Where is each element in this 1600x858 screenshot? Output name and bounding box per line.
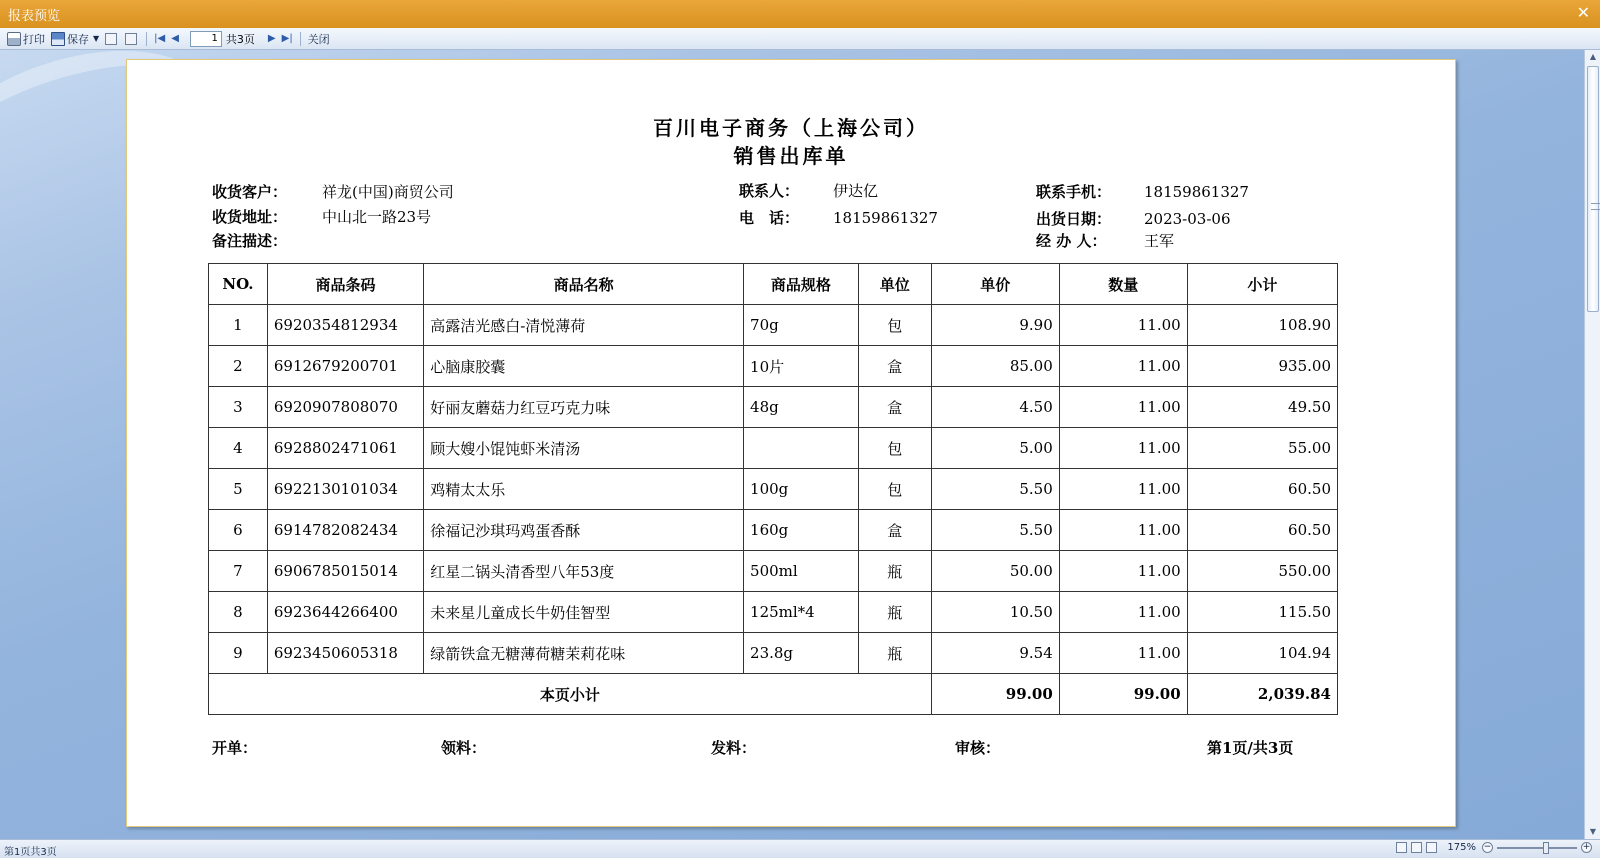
next-page-button[interactable] (265, 30, 279, 48)
cell-qty: 11.00 (1059, 510, 1187, 551)
customer-value: 祥龙(中国)商贸公司 (322, 183, 454, 201)
cell-unit: 包 (858, 428, 931, 469)
cell-subtotal: 60.50 (1187, 510, 1337, 551)
col-header-spec: 商品规格 (744, 264, 859, 305)
table-row (209, 469, 1338, 510)
first-page-icon: |◀ (154, 33, 166, 44)
cell-name: 顾大嫂小馄饨虾米清汤 (424, 428, 744, 469)
cell-qty: 11.00 (1059, 346, 1187, 387)
cell-spec: 500ml (744, 551, 859, 592)
cell-spec: 23.8g (744, 633, 859, 674)
cell-spec: 48g (744, 387, 859, 428)
cell-subtotal: 550.00 (1187, 551, 1337, 592)
cell-name: 绿箭铁盒无糖薄荷糖茉莉花味 (424, 633, 744, 674)
page-setup-icon (105, 33, 117, 45)
cell-spec: 10片 (744, 346, 859, 387)
cell-qty: 11.00 (1059, 305, 1187, 346)
cell-spec (744, 428, 859, 469)
page-setup-button[interactable] (102, 30, 122, 48)
cell-unit: 盒 (858, 510, 931, 551)
page-subtotal-amount: 2,039.84 (1187, 674, 1337, 715)
zoom-slider[interactable] (1497, 847, 1577, 849)
scroll-down-icon[interactable]: ▼ (1589, 827, 1597, 836)
receiver-label: 领料： (441, 739, 487, 757)
cell-price: 9.90 (931, 305, 1059, 346)
cell-no: 1 (209, 305, 268, 346)
page-subtotal-row (209, 674, 1338, 715)
single-page-view-icon[interactable] (1396, 842, 1407, 853)
date-label: 出货日期： (1036, 210, 1112, 228)
cell-subtotal: 935.00 (1187, 346, 1337, 387)
report-page (126, 59, 1456, 827)
contact-label: 联系人： (739, 182, 800, 200)
print-label: 打印 (23, 32, 45, 46)
cell-name: 鸡精太太乐 (424, 469, 744, 510)
cell-subtotal: 115.50 (1187, 592, 1337, 633)
cell-name: 红星二锅头清香型八年53度 (424, 551, 744, 592)
cell-qty: 11.00 (1059, 469, 1187, 510)
cell-price: 9.54 (931, 633, 1059, 674)
cell-price: 10.50 (931, 592, 1059, 633)
total-pages-label: 共3页 (225, 32, 255, 46)
cell-no: 7 (209, 551, 268, 592)
table-row (209, 551, 1338, 592)
print-button[interactable] (4, 30, 48, 48)
cell-subtotal: 55.00 (1187, 428, 1337, 469)
cell-no: 2 (209, 346, 268, 387)
cell-qty: 11.00 (1059, 592, 1187, 633)
chevron-down-icon[interactable]: ▼ (93, 34, 100, 43)
status-page-info: 第1页共3页 (4, 847, 57, 858)
col-header-price: 单价 (931, 264, 1059, 305)
cell-price: 4.50 (931, 387, 1059, 428)
cell-qty: 11.00 (1059, 551, 1187, 592)
cell-no: 9 (209, 633, 268, 674)
prev-page-icon: ◀ (171, 33, 179, 44)
cell-price: 5.50 (931, 469, 1059, 510)
cell-unit: 瓶 (858, 551, 931, 592)
handler-field (1036, 230, 1174, 251)
cell-subtotal: 60.50 (1187, 469, 1337, 510)
page-indicator: 第1页/共3页 (1207, 739, 1294, 757)
col-header-qty: 数量 (1059, 264, 1187, 305)
cell-barcode: 6914782082434 (267, 510, 423, 551)
save-button[interactable] (48, 30, 102, 48)
last-page-icon: ▶| (281, 33, 293, 44)
cell-barcode: 6920354812934 (267, 305, 423, 346)
col-header-barcode: 商品条码 (267, 264, 423, 305)
statusbar (0, 839, 1600, 858)
cell-name: 好丽友蘑菇力红豆巧克力味 (424, 387, 744, 428)
report-title: 销售出库单 (733, 144, 849, 168)
note-label: 备注描述： (212, 232, 288, 250)
page-subtotal-qty: 99.00 (1059, 674, 1187, 715)
cell-barcode: 6923644266400 (267, 592, 423, 633)
last-page-button[interactable] (279, 30, 296, 48)
mobile-field (1036, 181, 1249, 202)
cell-unit: 瓶 (858, 592, 931, 633)
page-width-view-icon[interactable] (1426, 842, 1437, 853)
page-number-input[interactable] (190, 31, 222, 47)
address-field (212, 206, 431, 227)
company-name: 百川电子商务（上海公司） (653, 116, 929, 140)
scroll-up-icon[interactable]: ▲ (1589, 52, 1597, 61)
window-title: 报表预览 (8, 9, 61, 24)
printer-icon (7, 32, 21, 46)
cell-barcode: 6928802471061 (267, 428, 423, 469)
table-row (209, 346, 1338, 387)
cell-qty: 11.00 (1059, 387, 1187, 428)
zoom-controls (1396, 842, 1592, 853)
zoom-level: 175% (1447, 842, 1476, 853)
cell-no: 8 (209, 592, 268, 633)
cell-unit: 包 (858, 305, 931, 346)
page-subtotal-price: 99.00 (931, 674, 1059, 715)
cell-spec: 100g (744, 469, 859, 510)
items-table (208, 263, 1338, 715)
cell-spec: 160g (744, 510, 859, 551)
close-icon[interactable]: ✕ (1576, 3, 1590, 22)
cell-price: 5.50 (931, 510, 1059, 551)
scrollbar-thumb[interactable] (1587, 66, 1599, 312)
cell-barcode: 6923450605318 (267, 633, 423, 674)
mobile-value: 18159861327 (1144, 183, 1249, 201)
table-row (209, 305, 1338, 346)
note-field (212, 230, 322, 251)
table-header-row (209, 264, 1338, 305)
cell-name: 高露洁光感白-清悦薄荷 (424, 305, 744, 346)
zoom-slider-handle[interactable] (1543, 842, 1549, 854)
toolbar-separator (300, 32, 301, 46)
cell-unit: 盒 (858, 387, 931, 428)
auditor-label: 审核： (955, 739, 1001, 757)
floppy-disk-icon (51, 32, 65, 46)
cell-qty: 11.00 (1059, 633, 1187, 674)
cell-qty: 11.00 (1059, 428, 1187, 469)
mobile-label: 联系手机： (1036, 183, 1112, 201)
date-value: 2023-03-06 (1144, 210, 1231, 228)
col-header-subtotal: 小计 (1187, 264, 1337, 305)
sender-label: 发料： (711, 739, 757, 757)
cell-barcode: 6912679200701 (267, 346, 423, 387)
cell-subtotal: 108.90 (1187, 305, 1337, 346)
zoom-out-icon[interactable]: − (1483, 842, 1492, 852)
address-value: 中山北一路23号 (322, 208, 432, 226)
prev-page-button[interactable] (168, 30, 182, 48)
cell-spec: 125ml*4 (744, 592, 859, 633)
issuer-label: 开单： (212, 739, 258, 757)
window-titlebar (0, 0, 1600, 28)
export-icon (125, 33, 137, 45)
cell-unit: 包 (858, 469, 931, 510)
cell-no: 5 (209, 469, 268, 510)
zoom-in-icon[interactable]: + (1582, 842, 1591, 852)
cell-barcode: 6922130101034 (267, 469, 423, 510)
cell-unit: 盒 (858, 346, 931, 387)
customer-field (212, 181, 454, 202)
cell-name: 未来星儿童成长牛奶佳智型 (424, 592, 744, 633)
handler-value: 王军 (1144, 232, 1175, 250)
multi-page-view-icon[interactable] (1411, 842, 1422, 853)
next-page-icon: ▶ (267, 33, 276, 44)
table-row (209, 387, 1338, 428)
table-row (209, 428, 1338, 469)
cell-barcode: 6906785015014 (267, 551, 423, 592)
cell-no: 6 (209, 510, 268, 551)
cell-price: 85.00 (931, 346, 1059, 387)
table-row (209, 510, 1338, 551)
save-label: 保存 (67, 32, 89, 46)
close-preview-button[interactable]: 关闭 (307, 32, 330, 46)
col-header-name: 商品名称 (424, 264, 744, 305)
grip-icon (1591, 203, 1600, 210)
cell-unit: 瓶 (858, 633, 931, 674)
cell-subtotal: 104.94 (1187, 633, 1337, 674)
first-page-button[interactable] (151, 30, 168, 48)
phone-label: 电 话： (739, 209, 800, 227)
address-label: 收货地址： (212, 208, 288, 226)
contact-field (739, 180, 878, 201)
date-field (1036, 208, 1230, 229)
phone-value: 18159861327 (833, 209, 938, 227)
phone-field (739, 207, 938, 228)
cell-name: 徐福记沙琪玛鸡蛋香酥 (424, 510, 744, 551)
export-button[interactable] (122, 30, 142, 48)
col-header-unit: 单位 (858, 264, 931, 305)
page-subtotal-label: 本页小计 (209, 674, 932, 715)
customer-label: 收货客户： (212, 183, 288, 201)
toolbar-separator (146, 32, 147, 46)
handler-label: 经 办 人： (1036, 232, 1107, 250)
toolbar (0, 28, 1600, 50)
cell-no: 3 (209, 387, 268, 428)
table-row (209, 633, 1338, 674)
cell-name: 心脑康胶囊 (424, 346, 744, 387)
table-row (209, 592, 1338, 633)
col-header-no: NO. (209, 264, 268, 305)
vertical-scrollbar[interactable] (1584, 50, 1600, 839)
cell-no: 4 (209, 428, 268, 469)
cell-subtotal: 49.50 (1187, 387, 1337, 428)
contact-value: 伊达亿 (833, 182, 879, 200)
cell-price: 5.00 (931, 428, 1059, 469)
cell-barcode: 6920907808070 (267, 387, 423, 428)
cell-spec: 70g (744, 305, 859, 346)
cell-price: 50.00 (931, 551, 1059, 592)
